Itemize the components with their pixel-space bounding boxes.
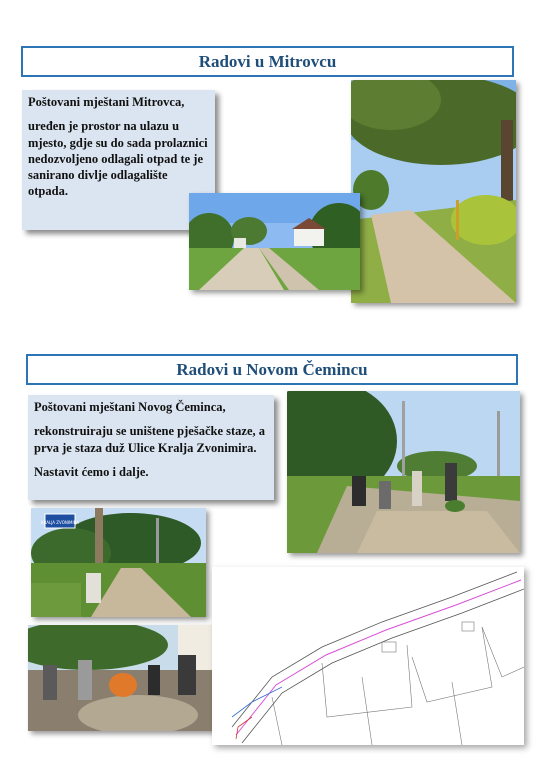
section-title-mitrovac: Radovi u Mitrovcu bbox=[21, 46, 514, 77]
mitrovac-greeting: Poštovani mještani Mitrovca, bbox=[28, 95, 185, 109]
cemenac-closing: Nastavit ćemo i dalje. bbox=[34, 464, 149, 479]
photo-cemenac-cement-mixer bbox=[28, 625, 223, 731]
section-title-novi-cemenac: Radovi u Novom Čemincu bbox=[26, 354, 518, 385]
photo-mitrovac-roadside-tree bbox=[351, 80, 516, 303]
photo-mitrovac-village-road bbox=[189, 193, 360, 290]
mitrovac-text-box bbox=[22, 90, 215, 230]
road-sign-text: KRALJA ZVONIMIRA bbox=[40, 520, 80, 525]
cemenac-text-box bbox=[28, 395, 274, 500]
cemenac-body: rekonstruiraju se uništene pješačke staze, a prva je staza duž Ulice Kralja Zvonimira. bbox=[34, 424, 265, 455]
cadastral-plan-drawing bbox=[212, 567, 524, 745]
photo-cemenac-workers-path bbox=[287, 391, 520, 553]
cemenac-greeting: Poštovani mještani Novog Čeminca, bbox=[34, 400, 226, 414]
photo-cemenac-street-sign bbox=[31, 508, 206, 617]
mitrovac-body: uređen je prostor na ulazu u mjesto, gdje su do sada prolaznici nedozvoljeno odlagali otpad te je sanirano divlje odlagalište otpada. bbox=[28, 119, 208, 199]
